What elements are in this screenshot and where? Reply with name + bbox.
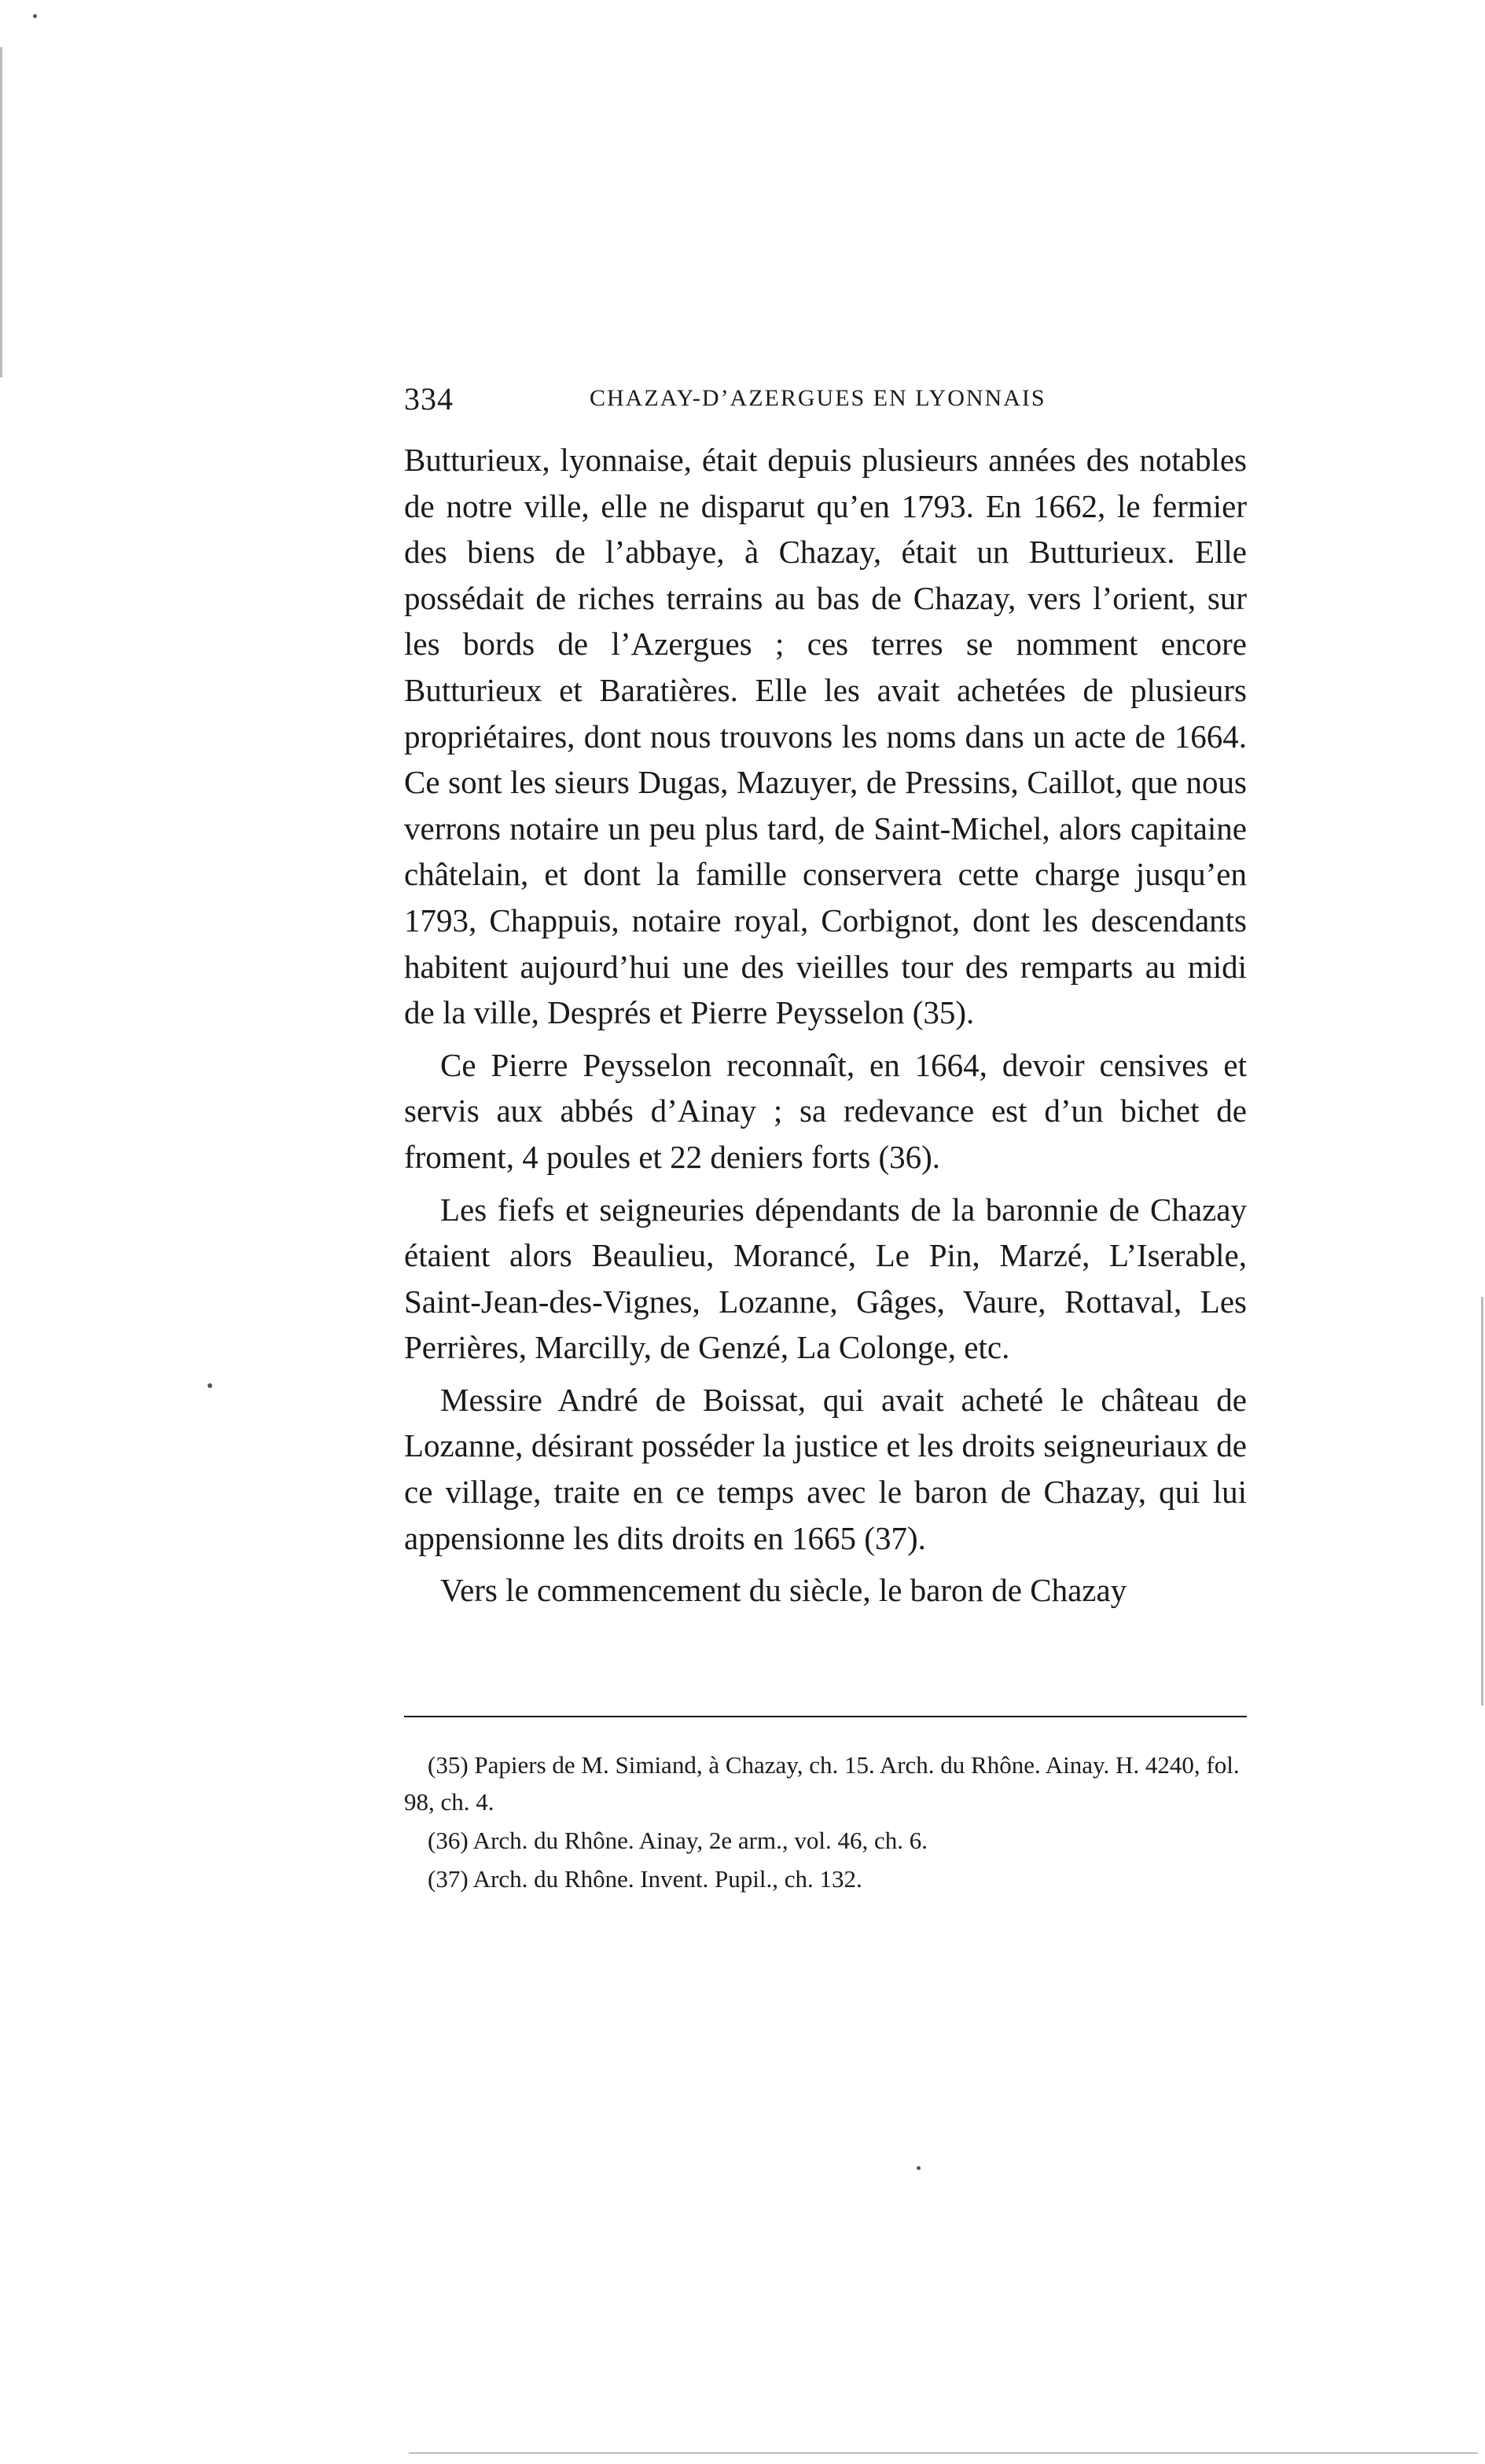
footnotes	[404, 1746, 1247, 1899]
footnote: (36) Arch. du Rhône. Ainay, 2e arm., vol. 46, ch. 6.	[428, 1827, 928, 1854]
scan-speck	[33, 14, 37, 18]
scan-edge-mark	[0, 47, 2, 377]
scan-speck	[208, 1383, 212, 1388]
paragraph: Les fiefs et seigneuries dépendants de la baronnie de Chazay étaient alors Beaulieu, Morancé, Le Pin, Marzé, L’Iserable, Saint-Jean-des-Vignes, Lozanne, Gâges, Vaure, Rottaval, Les Perrières, Marcilly, de Genzé, La Colonge, etc.	[404, 1191, 1247, 1366]
running-title: CHAZAY-D’AZERGUES EN LYONNAIS	[590, 385, 1046, 411]
paragraph: Messire André de Boissat, qui avait acheté le château de Lozanne, désirant posséder la justice et les droits seigneuriaux de ce village, traite en ce temps avec le baron de Chazay, qui lui appensionne les dits droits en 1665 (37).	[404, 1381, 1247, 1556]
body-text	[404, 437, 1247, 1614]
page-header	[404, 380, 1247, 428]
footnote: (35) Papiers de M. Simiand, à Chazay, ch. 15. Arch. du Rhône. Ainay. H. 4240, fol. 98, ch. 4.	[404, 1751, 1240, 1816]
paragraph: Ce Pierre Peysselon reconnaît, en 1664, devoir censives et servis aux abbés d’Ainay ; sa redevance est d’un bichet de froment, 4 poules et 22 deniers forts (36).	[404, 1046, 1247, 1175]
paragraph-continuation: Butturieux, lyonnaise, était depuis plusieurs années des notables de notre ville, elle ne disparut qu’en 1793. En 1662, le fermier des biens de l’abbaye, à Chazay, était un Butturieux. Elle possédait de riches terrains au bas de Chazay, vers l’orient, sur les bords de l’Azergues ; ces terres se nomment encore Butturieux et Baratières. Elle les avait achetées de plusieurs propriétaires, dont nous trouvons les noms dans un acte de 1664. Ce sont les sieurs Dugas, Mazuyer, de Pressins, Caillot, que nous verrons notaire un peu plus tard, de Saint-Michel, alors capitaine châtelain, et dont la famille conservera cette charge jusqu’en 1793, Chappuis, notaire royal, Corbignot, dont les descendants habitent aujourd’hui une des vieilles tour des remparts au midi de la ville, Després et Pierre Peysselon (35).	[404, 442, 1247, 1031]
paragraph: Vers le commencement du siècle, le baron de Chazay	[440, 1572, 1127, 1609]
footnote-divider	[404, 1716, 1247, 1717]
footnote: (37) Arch. du Rhône. Invent. Pupil., ch. 132.	[428, 1865, 862, 1893]
scan-speck	[917, 2166, 921, 2170]
scan-edge-mark	[1481, 1297, 1483, 1706]
page-number: 334	[404, 381, 454, 417]
scan-edge-mark	[409, 2452, 1478, 2454]
